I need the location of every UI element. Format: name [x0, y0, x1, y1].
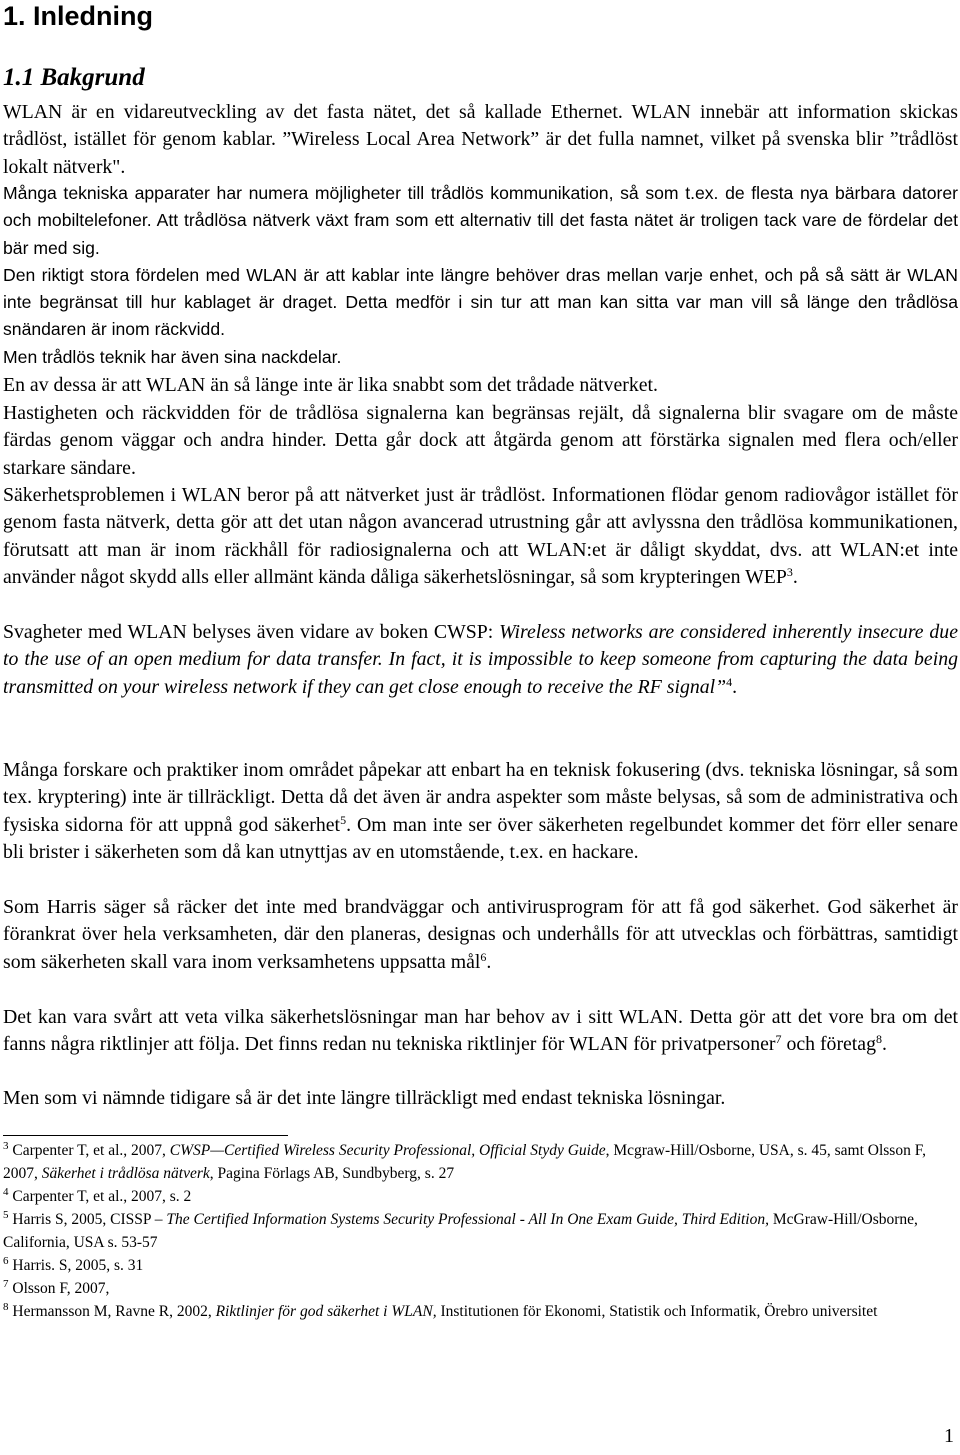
footnote-ref-7: 7 [775, 1032, 782, 1047]
paragraph-end: . [732, 675, 738, 698]
footnote-text: Harris. S, 2005, s. 31 [8, 1257, 144, 1274]
paragraph-cwsp-quote [3, 619, 958, 701]
section-heading: 1.1 Bakgrund [3, 64, 145, 91]
paragraph-security-text: Säkerhetsproblemen i WLAN beror på att nätverket just är trådlöst. Informationen flödar genom radiovågor istället för genom fasta nätverk, detta gör att det utan någon avancerad utrustning går att avlyssna den trådlösa kommunikationen, förutsatt att man är inom räckhåll för radiosignalerna och att WLAN:et är dåligt skyddat, dvs. att WLAN:et inte använder något skydd alls eller allmänt kända dåliga säkerhetslösningar, så som krypteringen WEP [3, 484, 958, 588]
paragraph-guidelines-mid: och företag [781, 1033, 876, 1056]
paragraph-advantages [3, 180, 958, 371]
paragraph-guidelines [3, 1004, 958, 1059]
footnote-4 [3, 1185, 958, 1208]
footnote-number: 5 [3, 1209, 9, 1221]
footnote-number: 3 [3, 1140, 9, 1152]
footnote-text: Carpenter T, et al., 2007, [8, 1142, 170, 1159]
footnote-text: , Mcgraw-Hill/Osborne, USA, s. 45, samt Olsson F, 2007, [3, 1142, 926, 1182]
footnote-title: Riktlinjer för god säkerhet i WLAN, [215, 1303, 437, 1320]
footnote-title: The Certified Information Systems Security Professional - All In One Exam Guide, Third Edition, [166, 1211, 769, 1228]
paragraph-devices: Många tekniska apparater har numera möjligheter till trådlös kommunikation, så som t.ex. de flesta nya bärbara datorer och mobiltelefoner. Att trådlösa nätverk växt fram som ett alternativ till det fasta nätet är troligen tack vare de fördelar det bär med sig. [3, 183, 958, 258]
paragraph-speed: En av dessa är att WLAN än så länge inte är lika snabbt som det trådade nätverket. [3, 374, 658, 396]
footnote-number: 8 [3, 1301, 9, 1313]
quote-lead: Svagheter med WLAN belyses även vidare av boken CWSP: [3, 621, 500, 643]
footnote-text: Carpenter T, et al., 2007, s. 2 [8, 1188, 192, 1205]
footnote-8 [3, 1300, 958, 1323]
paragraph-drawbacks: Men trådlös teknik har även sina nackdelar. [3, 346, 342, 367]
footnotes [3, 1139, 958, 1323]
footnote-number: 7 [3, 1278, 9, 1290]
footnote-title: Säkerhet i trådlösa nätverk [41, 1165, 210, 1182]
footnote-title: CWSP—Certified Wireless Security Professional, Official Stydy Guide [169, 1142, 606, 1159]
paragraph-main-advantage: Den riktigt stora fördelen med WLAN är att kablar inte längre behöver dras mellan varje enhet, och på så sätt är WLAN inte begränsat till hur kablaget är draget. Detta medför i sin tur att man kan sitta var man vill så länge den trådlösa snändaren är inom räckvidd. [3, 264, 958, 340]
paragraph-end: . [881, 1033, 887, 1056]
footnote-5 [3, 1208, 958, 1254]
paragraph-intro: WLAN är en vidareutveckling av det fasta nätet, det så kallade Ethernet. WLAN innebär att information skickas trådlöst, istället för genom kablar. ”Wireless Local Area Network” är det fulla namnet, vilket på svenska blir ”trådlöst lokalt nätverk". [3, 101, 958, 178]
paragraph-harris [3, 894, 958, 976]
page-number: 1 [944, 1425, 954, 1447]
paragraph-researchers-text: Många forskare och praktiker inom området påpekar att enbart ha en teknisk fokusering (dvs. tekniska lösningar, så som tex. kryptering) inte är tillräckligt. Detta då det även är andra aspekter som måste belysas, så som de administrativa och fysiska sidorna för att uppnå god säkerhet [3, 759, 958, 836]
paragraph-researchers [3, 757, 958, 866]
footnote-ref-8: 8 [875, 1032, 882, 1047]
footnote-6 [3, 1254, 958, 1277]
footnote-ref-4: 4 [726, 674, 733, 689]
paragraph-security-problems [3, 482, 958, 591]
footnote-separator [3, 1135, 288, 1136]
footnote-text: Institutionen för Ekonomi, Statistik och Informatik, Örebro universitet [436, 1303, 878, 1320]
footnote-text: , Pagina Förlags AB, Sundbyberg, s. 27 [209, 1165, 455, 1182]
page-title: 1. Inledning [3, 1, 154, 31]
paragraph-end: . [486, 950, 492, 973]
footnote-text: McGraw-Hill/Osborne, California, USA s. 53-57 [3, 1211, 918, 1251]
footnote-text: Harris S, 2005, CISSP – [8, 1211, 167, 1228]
paragraph-conclusion: Men som vi nämnde tidigare så är det inte längre tillräckligt med endast tekniska lösningar. [3, 1087, 726, 1109]
footnote-ref-6: 6 [480, 949, 487, 964]
paragraph-end: . [792, 565, 798, 588]
paragraph-harris-text: Som Harris säger så räcker det inte med brandväggar och antivirusprogram för att få god säkerhet. God säkerhet är förankrat över hela verksamheten, där den planeras, designas och underhålls för att utvecklas och förbättras, samtidigt som säkerheten skall vara inom verksamhetens uppsatta mål [3, 896, 958, 973]
footnote-ref-5: 5 [340, 812, 347, 827]
footnote-7 [3, 1277, 958, 1300]
paragraph-guidelines-text: Det kan vara svårt att veta vilka säkerhetslösningar man har behov av i sitt WLAN. Detta gör att det vore bra om det fanns några riktlinjer att följa. Det finns redan nu tekniska riktlinjer för WLAN för privatpersoner [3, 1006, 958, 1056]
paragraph-range: Hastigheten och räckvidden för de trådlösa signalerna kan begränsas rejält, då signalerna blir svagare om de måste färdas genom väggar och andra hinder. Detta går dock att åtgärda genom att förstärka signalen med flera och/eller starkare sändare. [3, 402, 958, 479]
footnote-text: Olsson F, 2007, [8, 1280, 110, 1297]
footnote-3 [3, 1139, 958, 1185]
quote-text: Wireless networks are considered inherently insecure due to the use of an open medium for data transfer. In fact, it is impossible to keep someone from capturing the data being transmitted on your wireless network if they can get close enough to receive the RF signal” [3, 621, 958, 698]
footnote-number: 4 [3, 1186, 9, 1198]
footnote-ref-3: 3 [786, 564, 793, 579]
paragraph-researchers-end: . Om man inte ser över säkerheten regelbundet kommer det förr eller senare bli brister i säkerheten som då kan utnyttjas av en utomstående, t.ex. en hackare. [3, 813, 959, 863]
footnote-text: Hermansson M, Ravne R, 2002, [8, 1303, 216, 1320]
footnote-number: 6 [3, 1255, 9, 1267]
